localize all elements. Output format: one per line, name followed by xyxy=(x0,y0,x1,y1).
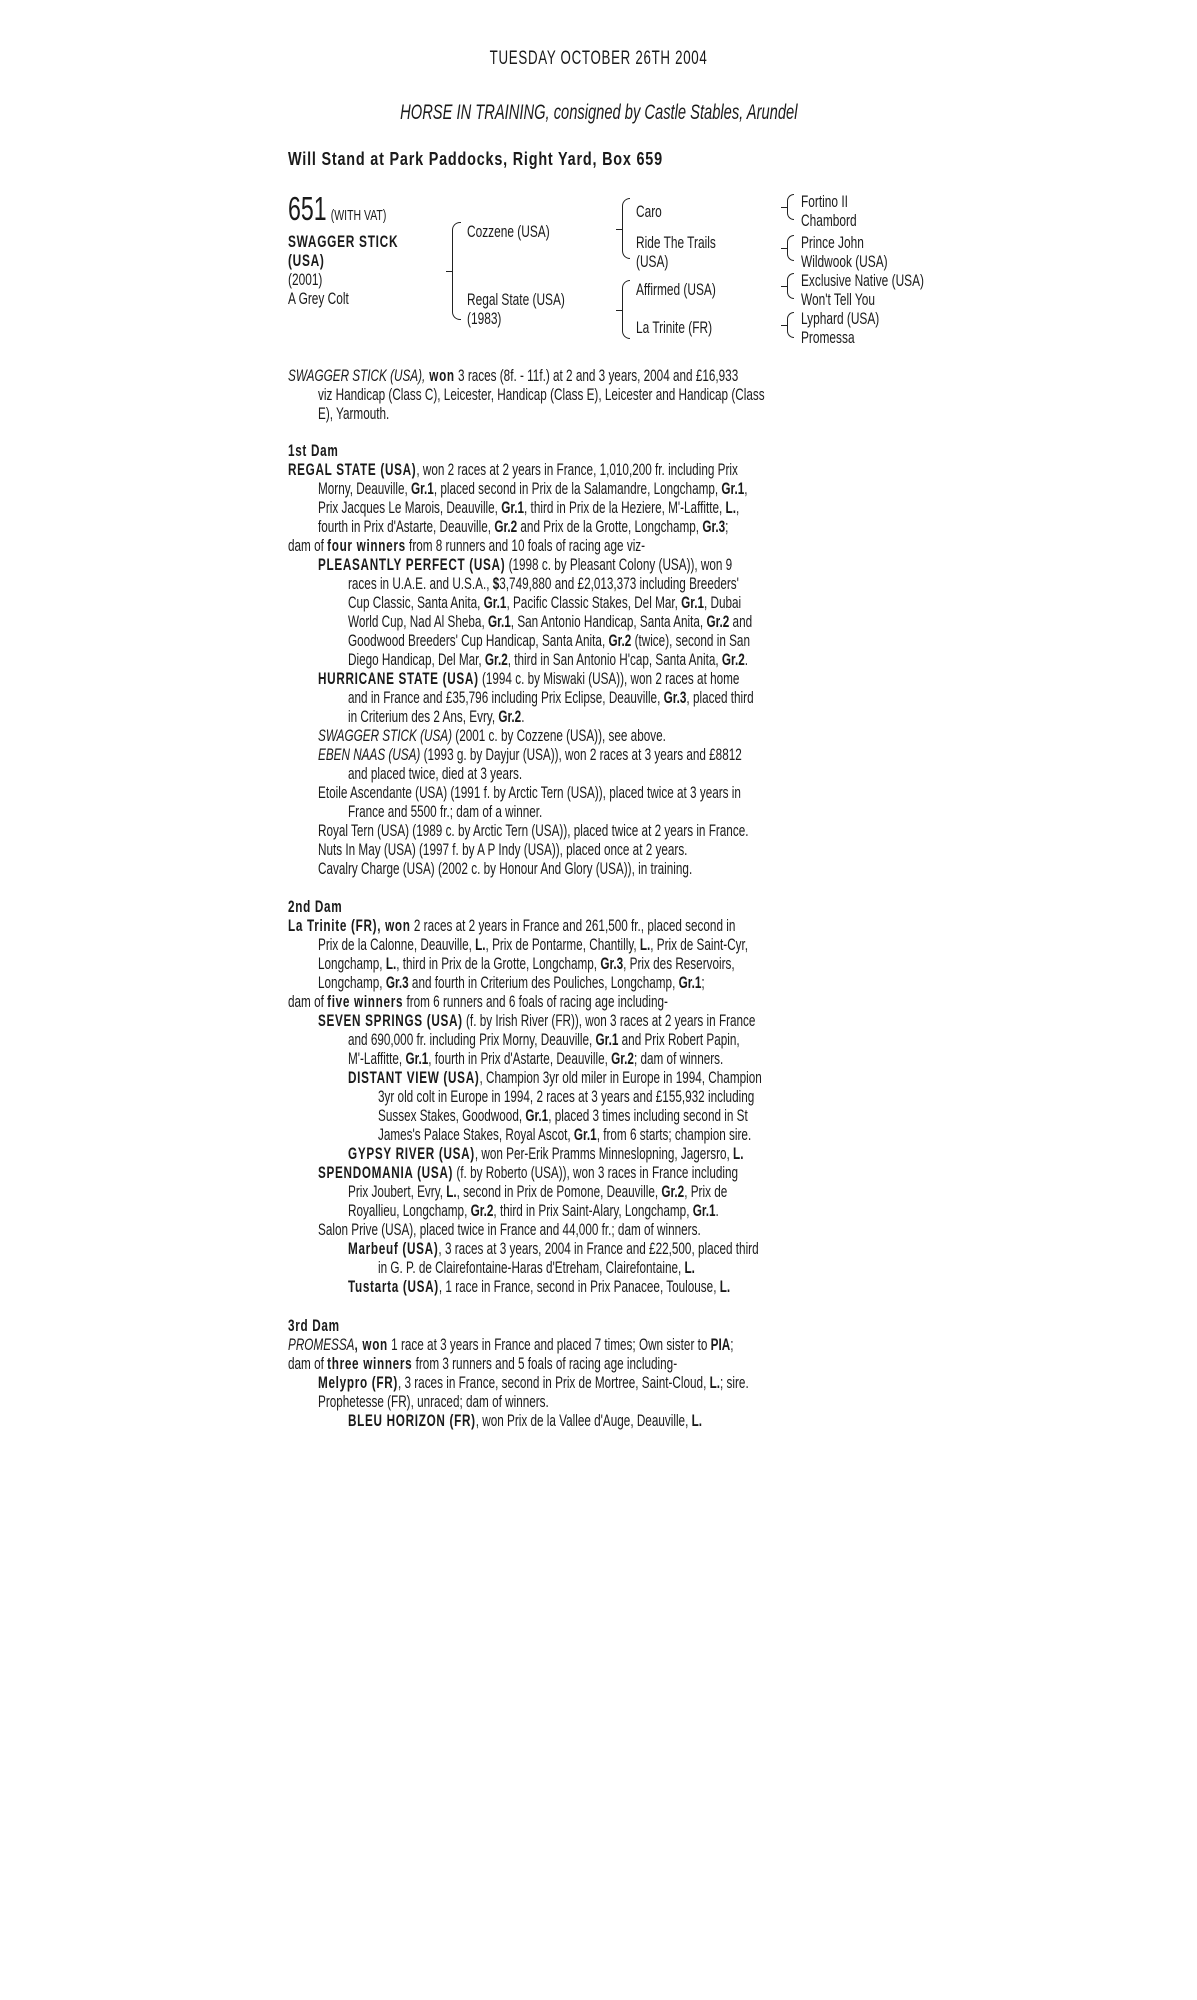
progeny-line: PLEASANTLY PERFECT (USA) (1998 c. by Pleasant Colony (USA)), won 9 xyxy=(318,555,733,574)
pedigree-ssd: Chambord xyxy=(801,211,857,230)
dam-line: Prix Jacques Le Marois, Deauville, Gr.1, third in Prix de la Heziere, M'-Laffitte, L., xyxy=(318,498,740,517)
summary-line: SWAGGER STICK (USA), won 3 races (8f. - 11f.) at 2 and 3 years, 2004 and £16,933 xyxy=(288,366,739,385)
progeny-line: GYPSY RIVER (USA), won Per-Erik Pramms Minneslopning, Jagersro, L. xyxy=(348,1144,744,1163)
progeny-line: Salon Prive (USA), placed twice in France and 44,000 fr.; dam of winners. xyxy=(318,1220,701,1239)
progeny-line: Royal Tern (USA) (1989 c. by Arctic Tern (USA)), placed twice at 2 years in France. xyxy=(318,821,749,840)
vat-note: (WITH VAT) xyxy=(330,207,387,224)
pedigree-dam-dam: La Trinite (FR) xyxy=(636,318,713,337)
brace-g3-2 xyxy=(787,235,794,261)
progeny-line: Sussex Stakes, Goodwood, Gr.1, placed 3 times including second in St xyxy=(378,1106,748,1125)
progeny-line: James's Palace Stakes, Royal Ascot, Gr.1, from 6 starts; champion sire. xyxy=(378,1125,752,1144)
progeny-line: races in U.A.E. and U.S.A., $3,749,880 and £2,013,373 including Breeders' xyxy=(348,574,739,593)
progeny-line: Diego Handicap, Del Mar, Gr.2, third in San Antonio H'cap, Santa Anita, Gr.2. xyxy=(348,650,749,669)
pedigree-dds: Lyphard (USA) xyxy=(801,309,880,328)
progeny-line: Nuts In May (USA) (1997 f. by A P Indy (USA)), placed once at 2 years. xyxy=(318,840,688,859)
pedigree-dam: Regal State (USA) (1983) xyxy=(467,290,565,328)
stabling-location: Will Stand at Park Paddocks, Right Yard, Box 659 xyxy=(288,149,663,169)
progeny-line: M'-Laffitte, Gr.1, fourth in Prix d'Astarte, Deauville, Gr.2; dam of winners. xyxy=(348,1049,724,1068)
progeny-line: EBEN NAAS (USA) (1993 g. by Dayjur (USA)), won 2 races at 3 years and £8812 xyxy=(318,745,742,764)
progeny-line: Royallieu, Longchamp, Gr.2, third in Prix Saint-Alary, Longchamp, Gr.1. xyxy=(348,1201,719,1220)
sale-date: TUESDAY OCTOBER 26TH 2004 xyxy=(489,48,708,69)
dam-line: Prix de la Calonne, Deauville, L., Prix de Pontarme, Chantilly, L., Prix de Saint-Cyr, xyxy=(318,935,749,954)
brace-dam-line xyxy=(622,280,630,339)
progeny-line: Goodwood Breeders' Cup Handicap, Santa Anita, Gr.2 (twice), second in San xyxy=(348,631,750,650)
progeny-line: in Criterium des 2 Ans, Evry, Gr.2. xyxy=(348,707,525,726)
dam-line: dam of three winners from 3 runners and 5 foals of racing age including- xyxy=(288,1354,678,1373)
summary-line: viz Handicap (Class C), Leicester, Handicap (Class E), Leicester and Handicap (Class xyxy=(318,385,765,404)
pedigree-dsd: Won't Tell You xyxy=(801,290,875,309)
progeny-line: SEVEN SPRINGS (USA) (f. by Irish River (FR)), won 3 races at 2 years in France xyxy=(318,1011,756,1030)
progeny-line: Melypro (FR), 3 races in France, second in Prix de Mortree, Saint-Cloud, L.; sire. xyxy=(318,1373,749,1392)
section-heading: 3rd Dam xyxy=(288,1316,340,1335)
progeny-line: France and 5500 fr.; dam of a winner. xyxy=(348,802,543,821)
pedigree-sds: Prince John xyxy=(801,233,864,252)
brace-gen1 xyxy=(452,222,461,320)
horse-description: A Grey Colt xyxy=(288,289,349,308)
pedigree-sss: Fortino II xyxy=(801,192,848,211)
dam-line: La Trinite (FR), won 2 races at 2 years in France and 261,500 fr., placed second in xyxy=(288,916,736,935)
horse-origin: (USA) xyxy=(288,251,325,270)
dam-line: Morny, Deauville, Gr.1, placed second in Prix de la Salamandre, Longchamp, Gr.1, xyxy=(318,479,748,498)
dam-line: PROMESSA, won 1 race at 3 years in France and placed 7 times; Own sister to PIA; xyxy=(288,1335,734,1354)
brace-g3-1 xyxy=(787,194,794,220)
progeny-line: Cup Classic, Santa Anita, Gr.1, Pacific Classic Stakes, Del Mar, Gr.1, Dubai xyxy=(348,593,742,612)
brace-g3-4 xyxy=(787,312,794,338)
dam-line: dam of four winners from 8 runners and 10 foals of racing age viz- xyxy=(288,536,646,555)
dam-line: Longchamp, L., third in Prix de la Grotte, Longchamp, Gr.3, Prix des Reservoirs, xyxy=(318,954,735,973)
lot-number-block xyxy=(288,190,429,228)
progeny-line: World Cup, Nad Al Sheba, Gr.1, San Antonio Handicap, Santa Anita, Gr.2 and xyxy=(348,612,753,631)
progeny-line: SPENDOMANIA (USA) (f. by Roberto (USA)), won 3 races in France including xyxy=(318,1163,739,1182)
dam-line: REGAL STATE (USA), won 2 races at 2 years in France, 1,010,200 fr. including Prix xyxy=(288,460,738,479)
progeny-line: HURRICANE STATE (USA) (1994 c. by Miswaki (USA)), won 2 races at home xyxy=(318,669,740,688)
progeny-line: Prophetesse (FR), unraced; dam of winners. xyxy=(318,1392,549,1411)
foaling-year: (2001) xyxy=(288,270,323,289)
progeny-line: Prix Joubert, Evry, L., second in Prix de Pomone, Deauville, Gr.2, Prix de xyxy=(348,1182,728,1201)
progeny-line: Marbeuf (USA), 3 races at 3 years, 2004 in France and £22,500, placed third xyxy=(348,1239,759,1258)
summary-line: E), Yarmouth. xyxy=(318,404,390,423)
progeny-line: and placed twice, died at 3 years. xyxy=(348,764,523,783)
pedigree-sire-sire: Caro xyxy=(636,202,662,221)
dam-line: dam of five winners from 6 runners and 6 foals of racing age including- xyxy=(288,992,668,1011)
lot-number: 651 xyxy=(288,190,327,227)
dam-line: fourth in Prix d'Astarte, Deauville, Gr.2 and Prix de la Grotte, Longchamp, Gr.3; xyxy=(318,517,729,536)
pedigree-dam-sire: Affirmed (USA) xyxy=(636,280,716,299)
progeny-line: Cavalry Charge (USA) (2002 c. by Honour And Glory (USA)), in training. xyxy=(318,859,693,878)
horse-name: SWAGGER STICK xyxy=(288,232,399,251)
dam-line: Longchamp, Gr.3 and fourth in Criterium des Pouliches, Longchamp, Gr.1; xyxy=(318,973,705,992)
pedigree-sire: Cozzene (USA) xyxy=(467,222,550,241)
progeny-line: DISTANT VIEW (USA), Champion 3yr old miler in Europe in 1994, Champion xyxy=(348,1068,762,1087)
horse-details xyxy=(288,232,446,308)
section-heading: 2nd Dam xyxy=(288,897,343,916)
brace-sire-line xyxy=(622,198,630,259)
progeny-line: in G. P. de Clairefontaine-Haras d'Etreham, Clairefontaine, L. xyxy=(378,1258,695,1277)
pedigree-sdd: Wildwook (USA) xyxy=(801,252,888,271)
progeny-line: and in France and £35,796 including Prix Eclipse, Deauville, Gr.3, placed third xyxy=(348,688,754,707)
pedigree-dss: Exclusive Native (USA) xyxy=(801,271,925,290)
brace-g3-3 xyxy=(787,273,794,299)
progeny-line: 3yr old colt in Europe in 1994, 2 races at 3 years and £155,932 including xyxy=(378,1087,755,1106)
pedigree-ddd: Promessa xyxy=(801,328,855,347)
progeny-line: and 690,000 fr. including Prix Morny, Deauville, Gr.1 and Prix Robert Papin, xyxy=(348,1030,740,1049)
progeny-line: SWAGGER STICK (USA) (2001 c. by Cozzene (USA)), see above. xyxy=(318,726,666,745)
progeny-line: BLEU HORIZON (FR), won Prix de la Vallee d'Auge, Deauville, L. xyxy=(348,1411,703,1430)
progeny-line: Etoile Ascendante (USA) (1991 f. by Arctic Tern (USA)), placed twice at 3 years in xyxy=(318,783,741,802)
progeny-line: Tustarta (USA), 1 race in France, second in Prix Panacee, Toulouse, L. xyxy=(348,1277,731,1296)
pedigree-sire-dam: Ride The Trails (USA) xyxy=(636,233,716,271)
section-heading: 1st Dam xyxy=(288,441,339,460)
consignment-line: HORSE IN TRAINING, consigned by Castle Stables, Arundel xyxy=(399,101,798,124)
